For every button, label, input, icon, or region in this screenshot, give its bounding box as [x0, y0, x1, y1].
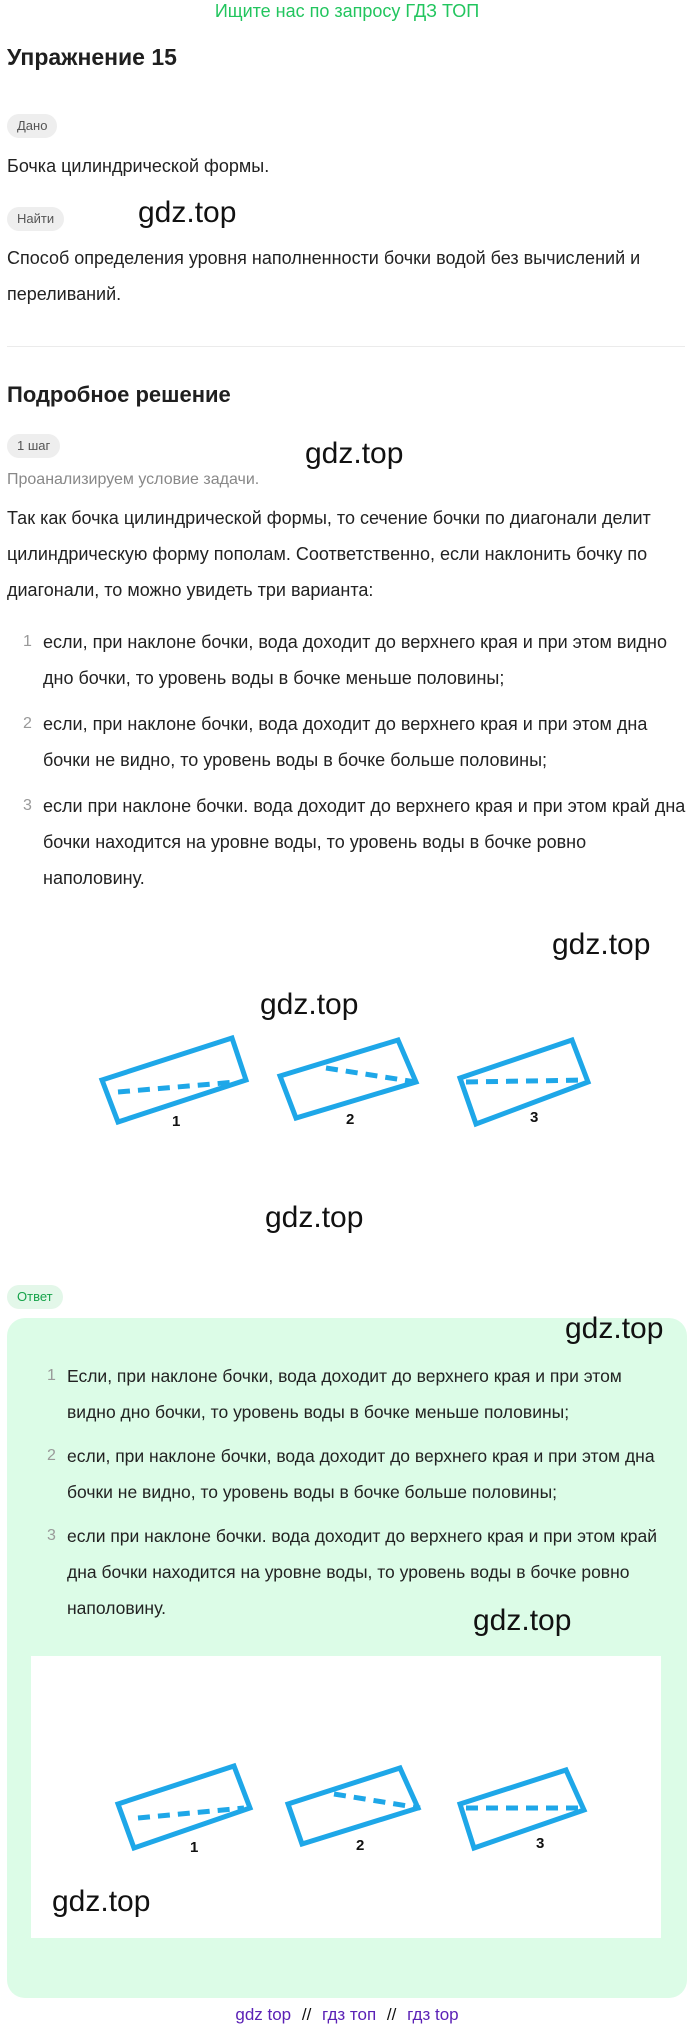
list-item	[31, 1518, 671, 1626]
watermark: gdz.top	[265, 1201, 364, 1234]
barrel-2	[288, 1768, 420, 1854]
footer-separator: //	[386, 2005, 397, 2024]
barrel-1	[102, 1038, 246, 1130]
figure-label: 3	[536, 1835, 545, 1852]
footer-links	[0, 2005, 694, 2025]
barrel-2	[280, 1040, 416, 1128]
list-item-number: 2	[23, 715, 32, 732]
figure-label: 3	[530, 1109, 539, 1126]
list-item-text: если при наклоне бочки. вода доходит до верхнего края и при этом край дна бочки находится на уровне воды, то уровень воды в бочке ровно наполовину.	[67, 1526, 657, 1618]
list-item	[31, 1358, 671, 1430]
given-text: Бочка цилиндрической формы.	[7, 156, 270, 176]
watermark: gdz.top	[473, 1604, 572, 1637]
figure-label: 1	[172, 1113, 181, 1130]
list-item-number: 3	[23, 797, 32, 814]
step-list	[7, 624, 687, 906]
list-item	[7, 624, 687, 696]
given-chip: Дано	[7, 114, 57, 138]
watermark: gdz.top	[138, 196, 237, 229]
step-text: Так как бочка цилиндрической формы, то сечение бочки по диагонали делит цилиндрическую форму пополам. Соответственно, если наклонить бочку по диагонали, то можно увидеть три варианта:	[7, 508, 651, 600]
top-banner[interactable]: Ищите нас по запросу ГДЗ ТОП	[214, 1, 480, 21]
find-chip: Найти	[7, 207, 64, 231]
find-text: Способ определения уровня наполненности бочки водой без вычислений и переливаний.	[7, 248, 641, 304]
answer-chip: Ответ	[7, 1285, 63, 1309]
list-item-number: 3	[47, 1527, 56, 1544]
step-section	[7, 434, 60, 458]
list-item-text: если при наклоне бочки. вода доходит до верхнего края и при этом край дна бочки находится на уровне воды, то уровень воды в бочке ровно наполовину.	[43, 796, 686, 888]
answer-section	[7, 1285, 63, 1309]
given-section	[7, 114, 57, 138]
step-subtitle: Проанализируем условие задачи.	[7, 471, 260, 488]
list-item-text: если, при наклоне бочки, вода доходит до верхнего края и при этом дна бочки не видно, то уровень воды в бочке больше половины;	[67, 1446, 655, 1502]
list-item-number: 1	[47, 1367, 56, 1384]
barrel-3	[460, 1040, 588, 1126]
watermark: gdz.top	[552, 928, 651, 961]
barrel-1	[118, 1766, 250, 1856]
solution-title: Подробное решение	[7, 382, 231, 407]
list-item	[7, 788, 687, 896]
divider	[7, 346, 685, 347]
footer-separator: //	[301, 2005, 312, 2024]
page-title: Упражнение 15	[7, 44, 177, 70]
figure-label: 2	[346, 1111, 355, 1128]
answer-barrels-figure	[104, 1752, 604, 1862]
list-item-number: 2	[47, 1447, 56, 1464]
step-chip: 1 шаг	[7, 434, 60, 458]
list-item-text: если, при наклоне бочки, вода доходит до верхнего края и при этом дна бочки не видно, то уровень воды в бочке больше половины;	[43, 714, 648, 770]
list-item-number: 1	[23, 633, 32, 650]
find-section	[7, 207, 64, 231]
list-item	[31, 1438, 671, 1510]
list-item-text: Если, при наклоне бочки, вода доходит до верхнего края и при этом видно дно бочки, то уровень воды в бочке меньше половины;	[67, 1366, 622, 1422]
footer-link[interactable]: gdz top	[235, 2005, 292, 2024]
answer-list	[31, 1358, 671, 1634]
watermark: gdz.top	[565, 1312, 664, 1345]
watermark: gdz.top	[260, 988, 359, 1021]
list-item	[7, 706, 687, 778]
barrel-3	[460, 1770, 584, 1852]
figure-label: 1	[190, 1839, 199, 1856]
footer-link[interactable]: гдз топ	[322, 2005, 377, 2024]
figure-label: 2	[356, 1837, 365, 1854]
barrels-figure	[90, 1020, 620, 1130]
watermark: gdz.top	[52, 1885, 151, 1918]
footer-link[interactable]: гдз top	[407, 2005, 459, 2024]
list-item-text: если, при наклоне бочки, вода доходит до верхнего края и при этом видно дно бочки, то уровень воды в бочке меньше половины;	[43, 632, 667, 688]
watermark: gdz.top	[305, 437, 404, 470]
